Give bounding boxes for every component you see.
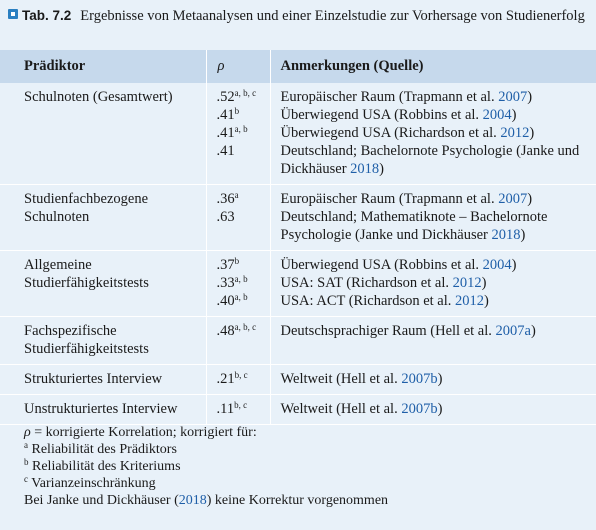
year-link[interactable]: 2007b [401,371,438,387]
table-icon [8,9,18,19]
predictor-cell: Allgemeine Studierfähigkeitstests [0,251,206,317]
predictor-cell: Strukturiertes Interview [0,365,206,395]
source-note: USA: SAT (Richardson et al. 2012) [280,275,487,291]
year-link[interactable]: 2007b [401,401,438,417]
source-note: Weltweit (Hell et al. 2007b) [280,371,443,387]
table-title: Ergebnisse von Metaanalysen und einer Einzelstudie zur Vorhersage von Studienerfolg [80,8,585,24]
footnote-rho: ρ = korrigierte Korrelation; korrigiert für: [24,425,257,440]
rho-cell [206,365,270,395]
year-link[interactable]: 2007 [498,89,528,105]
rho-value: .21$^{b, c}$ [216,370,248,387]
rho-value: .41$^{a, b}$ [216,124,248,141]
year-link[interactable]: 2018 [350,161,380,177]
rho-value: .36$^a$ [216,190,239,207]
footnote-a: $^a$ Reliabilität des Prädiktors [24,440,177,457]
year-link[interactable]: 2012 [455,293,485,309]
rho-value: .40$^{a, b}$ [216,292,248,309]
notes-cell [270,251,596,317]
rho-cell [206,395,270,425]
table-caption [8,6,588,26]
source-note: Deutschland; Bachelornote Psychologie (Janke und Dickhäuser 2018) [280,143,580,177]
table-row [0,317,596,365]
results-table [0,50,596,425]
table-row [0,365,596,395]
table-row [0,83,596,185]
table-header-row [0,50,596,83]
predictor-cell: Schulnoten (Gesamtwert) [24,89,173,105]
table-row [0,251,596,317]
source-note: Europäischer Raum (Trapmann et al. 2007) [280,191,533,207]
predictor-cell: Studienfachbezogene Schulnoten [0,185,206,251]
rho-value: .41 [216,143,235,159]
footnote-no-correction: Bei Janke und Dickhäuser (2018) keine Korrektur vorgenommen [24,493,389,508]
rho-cell [206,251,270,317]
rho-value: .37$^b$ [216,256,240,273]
source-note: Deutschland; Mathematiknote – Bachelornote Psychologie (Janke und Dickhäuser 2018) [280,209,548,243]
table-row [0,395,596,425]
year-link[interactable]: 2007 [498,191,528,207]
year-link[interactable]: 2012 [452,275,482,291]
column-header-rho: ρ [206,50,270,83]
notes-cell [270,185,596,251]
column-header-predictor: Prädiktor [0,50,206,83]
table-footnotes [24,424,584,509]
notes-cell [270,395,596,425]
rho-value: .52$^{a, b, c}$ [216,88,257,105]
source-note: Weltweit (Hell et al. 2007b) [280,401,443,417]
rho-value: .41$^b$ [216,106,240,123]
notes-cell [270,83,596,185]
column-header-notes: Anmerkungen (Quelle) [270,50,596,83]
rho-value: .33$^{a, b}$ [216,274,248,291]
rho-cell [206,185,270,251]
footnote-c: $^c$ Varianzeinschränkung [24,474,156,491]
year-link[interactable]: 2007a [495,323,531,339]
source-note: Deutschsprachiger Raum (Hell et al. 2007a) [280,323,536,339]
rho-value: .63 [216,209,235,225]
year-link[interactable]: 2018 [491,227,521,243]
source-note: Überwiegend USA (Robbins et al. 2004) [280,257,517,273]
source-note: Überwiegend USA (Robbins et al. 2004) [280,107,517,123]
rho-cell [206,83,270,185]
table-body [0,83,596,425]
rho-cell [206,317,270,365]
year-link[interactable]: 2018 [178,493,207,508]
year-link[interactable]: 2004 [482,107,512,123]
year-link[interactable]: 2004 [482,257,512,273]
rho-value: .48$^{a, b, c}$ [216,322,257,339]
predictor-cell: Fachspezifische Studierfähigkeitstests [0,317,206,365]
table-number: Tab. 7.2 [22,8,72,23]
notes-cell [270,365,596,395]
rho-value: .11$^{b, c}$ [216,400,248,417]
source-note: USA: ACT (Richardson et al. 2012) [280,293,489,309]
table-row [0,185,596,251]
source-note: Überwiegend USA (Richardson et al. 2012) [280,125,535,141]
year-link[interactable]: 2012 [500,125,530,141]
footnote-b: $^b$ Reliabilität des Kriteriums [24,457,181,474]
source-note: Europäischer Raum (Trapmann et al. 2007) [280,89,533,105]
predictor-cell: Unstrukturiertes Interview [0,395,206,425]
notes-cell [270,317,596,365]
